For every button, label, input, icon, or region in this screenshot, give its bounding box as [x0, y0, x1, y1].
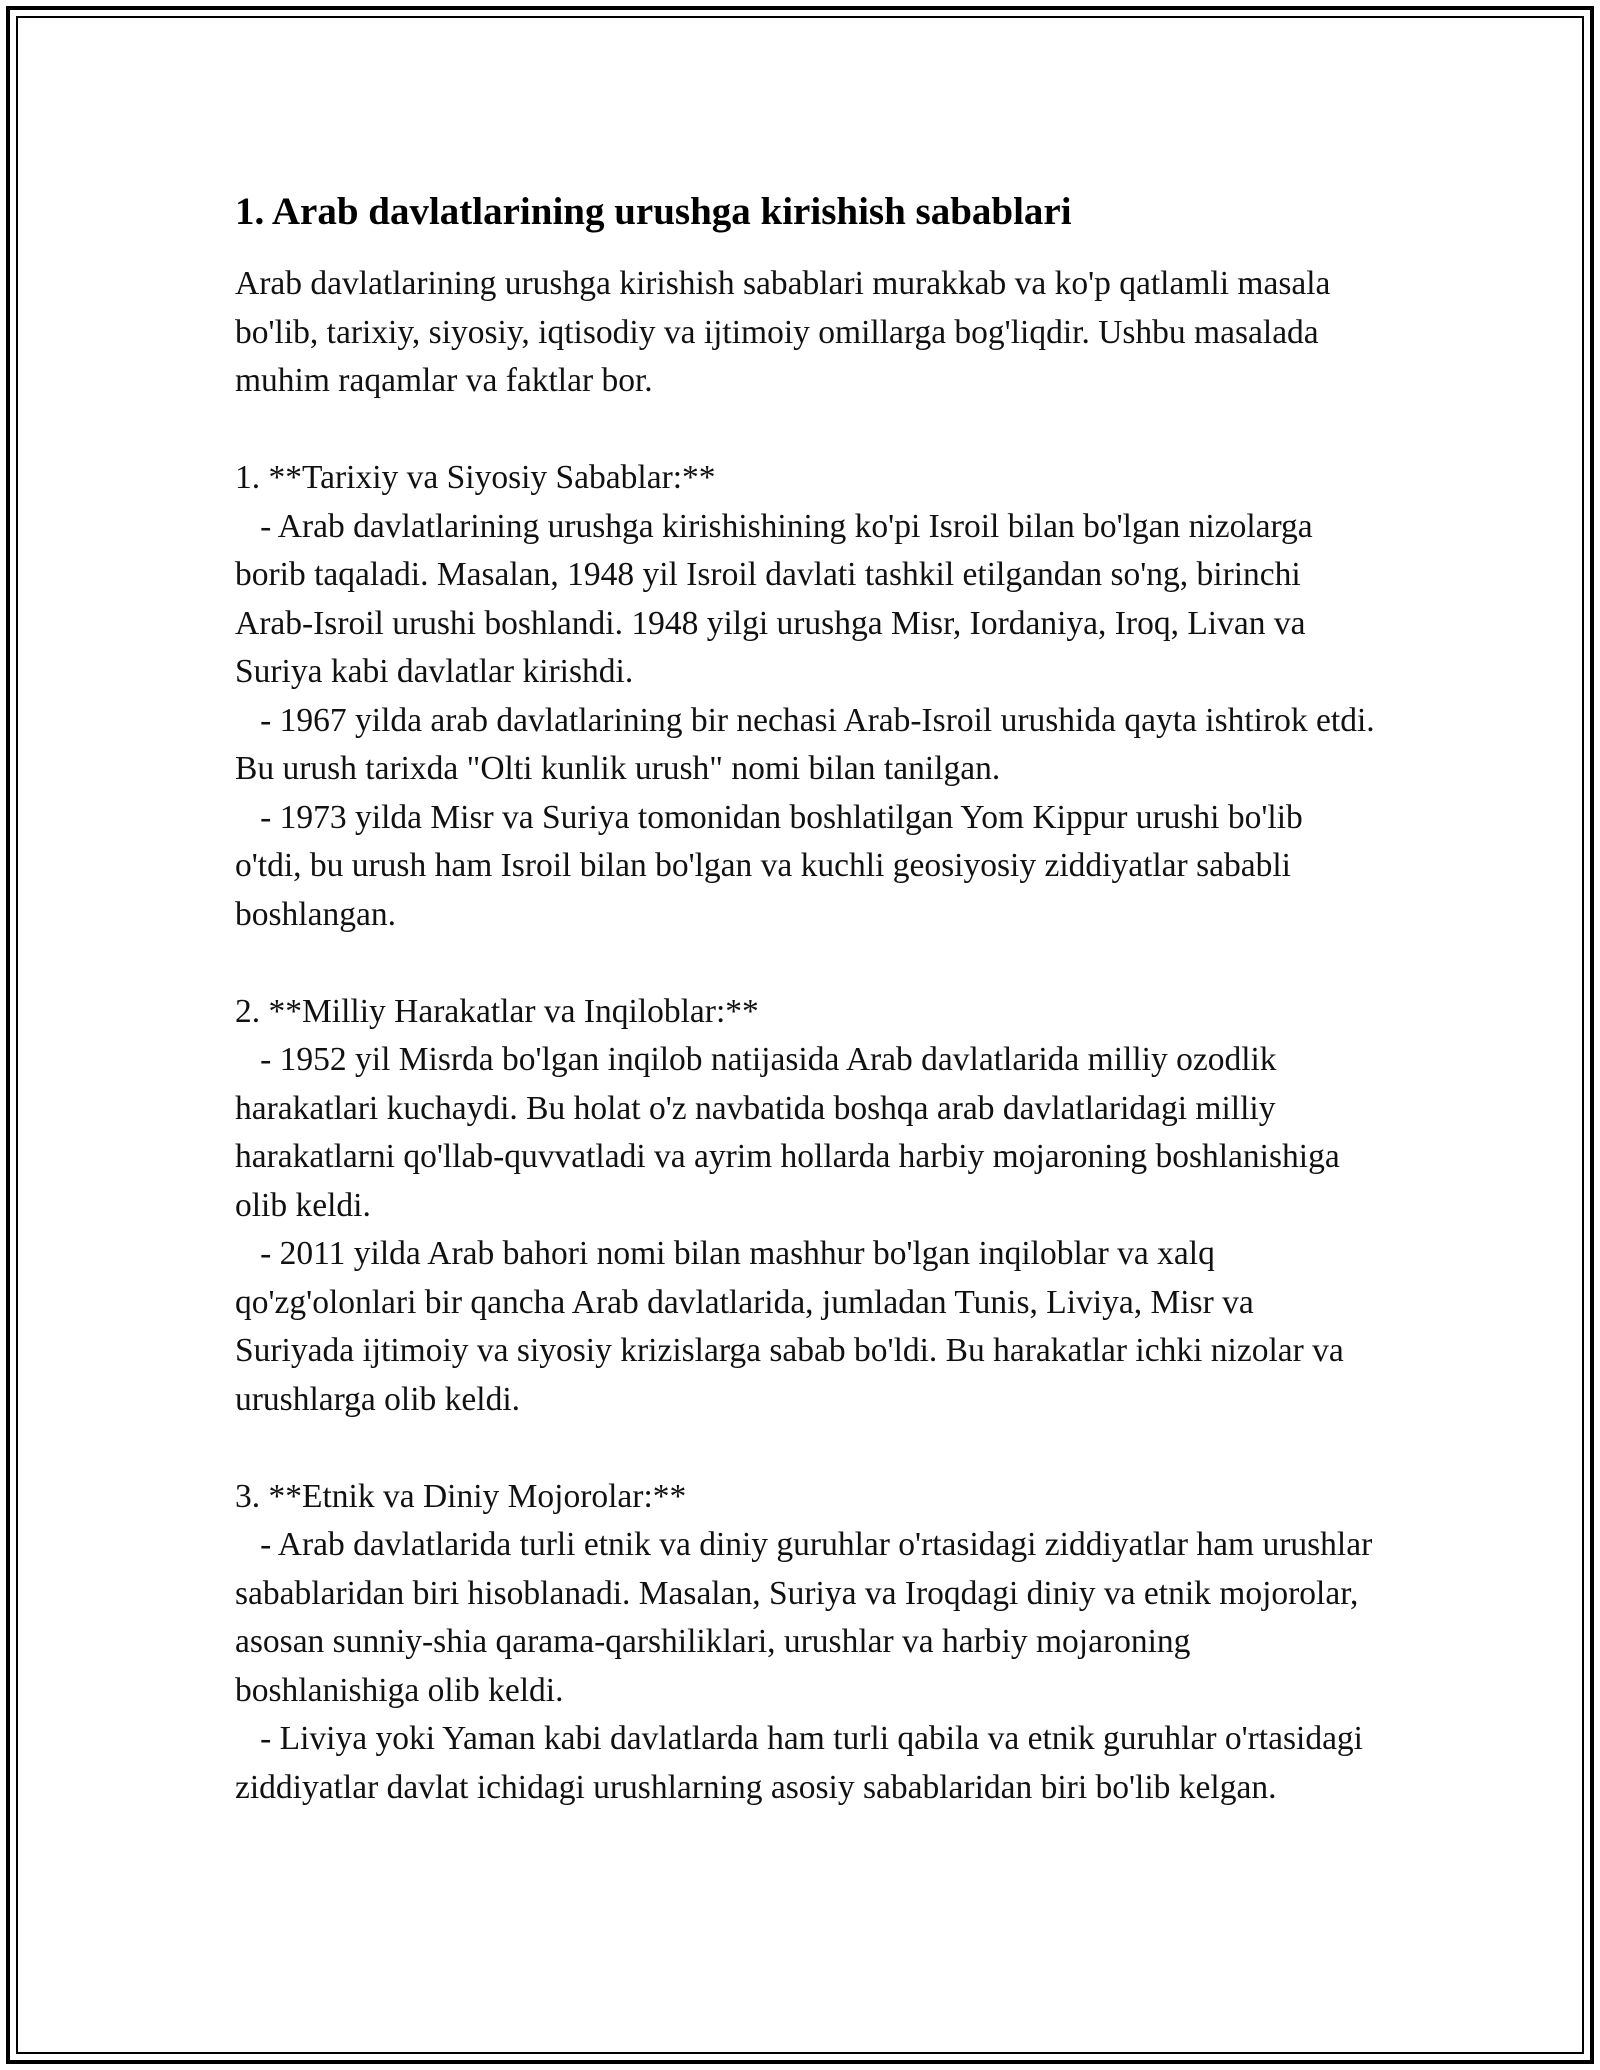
- document-title: 1. Arab davlatlarining urushga kirishish sabablari: [235, 190, 1072, 233]
- document-body: Arab davlatlarining urushga kirishish sabablari murakkab va ko'p qatlamli masala bo'lib, tarixiy, siyosiy, iqtisodiy va ijtimoiy omillarga bog'liqdir. Ushbu masalada muhim raqamlar va faktlar bor. 1. **Tarixiy va Siyosiy Sabablar:** - Arab davlatlarining urushga kirishishining ko'pi Isroil bilan bo'lgan nizolarga borib taqaladi. Masalan, 1948 yil Isroil davlati tashkil etilgandan so'ng, birinchi Arab-Isroil urushi boshlandi. 1948 yilgi urushga Misr, Iordaniya, Iroq, Livan va Suriya kabi davlatlar kirishdi. - 1967 yilda arab davlatlarining bir nechasi Arab-Isroil urushida qayta ishtirok etdi. Bu urush tarixda "Olti kunlik urush" nomi bilan tanilgan. - 1973 yilda Misr va Suriya tomonidan boshlatilgan Yom Kippur urushi bo'lib o'tdi, bu urush ham Isroil bilan bo'lgan va kuchli geosiyosiy ziddiyatlar sababli boshlangan. 2. **Milliy Harakatlar va Inqiloblar:** - 1952 yil Misrda bo'lgan inqilob natijasida Arab davlatlarida milliy ozodlik harakatlari kuchaydi. Bu holat o'z navbatida boshqa arab davlatlaridagi milliy harakatlarni qo'llab-quvvatladi va ayrim hollarda harbiy mojaroning boshlanishiga olib keldi. - 2011 yilda Arab bahori nomi bilan mashhur bo'lgan inqiloblar va xalq qo'zg'olonlari bir qancha Arab davlatlarida, jumladan Tunis, Liviya, Misr va Suriyada ijtimoiy va siyosiy krizislarga sabab bo'ldi. Bu harakatlar ichki nizolar va urushlarga olib keldi. 3. **Etnik va Diniy Mojorolar:** - Arab davlatlarida turli etnik va diniy guruhlar o'rtasidagi ziddiyatlar ham urushlar sabablaridan biri hisoblanadi. Masalan, Suriya va Iroqdagi diniy va etnik mojorolar, asosan sunniy-shia qarama-qarshiliklari, urushlar va harbiy mojaroning boshlanishiga olib keldi. - Liviya yoki Yaman kabi davlatlarda ham turli qabila va etnik guruhlar o'rtasidagi ziddiyatlar davlat ichidagi urushlarning asosiy sabablaridan biri bo'lib kelgan.: [235, 265, 1375, 1806]
- document-content: [235, 188, 1375, 1812]
